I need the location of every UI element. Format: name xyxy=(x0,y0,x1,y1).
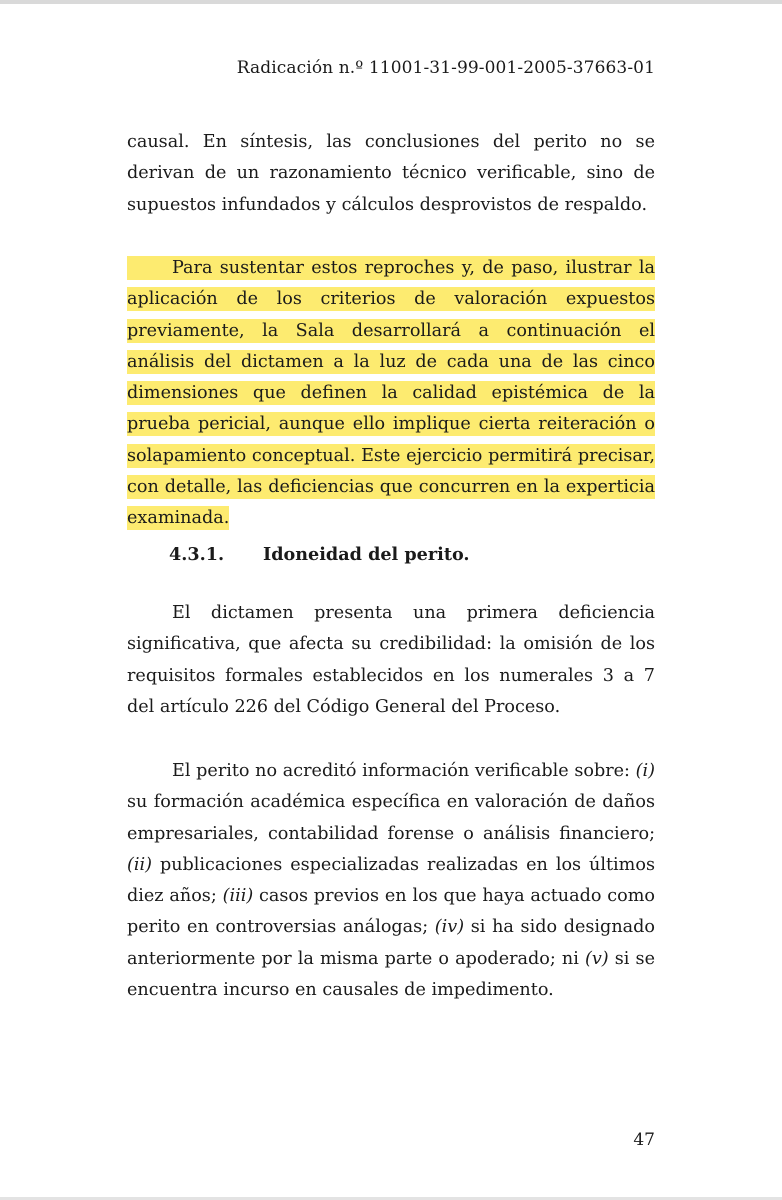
paragraph-highlighted xyxy=(127,253,655,535)
enumeration-marker: (v) xyxy=(584,948,609,969)
section-heading xyxy=(169,539,470,570)
text-segment: publicaciones especializadas realizadas en los últimos diez años; xyxy=(127,854,655,907)
paragraph-deficiency-text: El dictamen presenta una primera deficiencia significativa, que afecta su credibilidad: la omisión de los requisitos formales establecidos en los numerales 3 a 7 del artículo 226 del Código General del Proceso. xyxy=(127,603,655,717)
text-segment: si se encuentra incurso en causales de impedimento. xyxy=(127,948,655,1001)
enumeration-marker: (i) xyxy=(635,761,655,781)
enumeration-marker: (ii) xyxy=(127,854,152,875)
top-border xyxy=(0,0,782,4)
case-number-header: Radicación n.º 11001-31-99-001-2005-37663-01 xyxy=(236,58,655,78)
section-number: 4.3.1. xyxy=(169,544,225,565)
text-segment: casos previos en los que haya actuado como perito en controversias análogas; xyxy=(127,886,656,938)
enumeration-marker: (iv) xyxy=(434,917,465,938)
section-title: Idoneidad del perito. xyxy=(263,544,470,565)
text-segment: si ha sido designado anteriormente por la misma parte o apoderado; ni xyxy=(127,917,655,969)
paragraph-continuation: causal. En síntesis, las conclusiones del perito no se derivan de un razonamiento técnico verificable, sino de supuestos infundados y cálculos desprovistos de respaldo. xyxy=(127,132,655,215)
highlighted-text xyxy=(127,256,655,530)
enumeration-marker: (iii) xyxy=(222,886,254,907)
page-number: 47 xyxy=(633,1130,655,1150)
text-segment: El perito no acreditó información verificable sobre: xyxy=(172,761,636,781)
paragraph-deficiency xyxy=(127,598,655,723)
paragraph-requirements xyxy=(127,756,655,1006)
highlighted-paragraph-text: Para sustentar estos reproches y, de paso, ilustrar la aplicación de los criterios de valoración expuestos previamente, la Sala desarrollará a continuación el análisis del dictamen a la luz de cada una de las cinco dimensiones que definen la calidad epistémica de la prueba pericial, aunque ello implique cierta reiteración o solapamiento conceptual. Este ejercicio permitirá precisar, con detalle, las deficiencias que concurren en la experticia examinada. xyxy=(127,258,655,529)
text-segment: su formación académica específica en valoración de daños empresariales, contabilidad forense o análisis financiero; xyxy=(127,792,655,844)
